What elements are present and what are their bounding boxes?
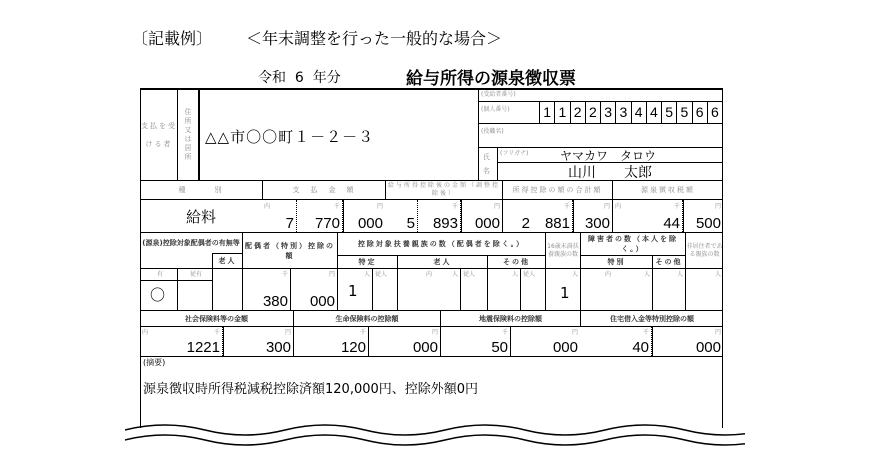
my-number-label: (個人番号) xyxy=(481,106,510,113)
other-count: 人 xyxy=(487,268,520,310)
torn-edge xyxy=(125,418,745,448)
social-insurance-header: 社会保険料等の金額 xyxy=(185,314,248,323)
my-number-digit: 5 xyxy=(677,101,692,123)
life-insurance-header: 生命保険料の控除額 xyxy=(293,311,440,326)
example-subtitle: ＜年末調整を行った一般的な場合＞ xyxy=(246,29,503,48)
deduct-thousands: 千 881 xyxy=(532,200,573,232)
social-thousands: 千 内 1221 xyxy=(140,326,223,356)
form-year: 令和 6 年分 xyxy=(258,70,341,86)
pay-thousands: 千 770 xyxy=(297,200,343,232)
dependents-header: 控除対象扶養親族の数（配偶者を除く。） xyxy=(337,233,545,255)
house-yen: 円 000 xyxy=(652,326,723,356)
my-number-digit: 4 xyxy=(647,101,662,123)
my-number-digit: 4 xyxy=(632,101,647,123)
my-number-field xyxy=(539,101,723,123)
specific-header: 特定 xyxy=(337,255,397,268)
form-title: 給与所得の源泉徴収票 xyxy=(406,69,576,89)
my-number-digit: 2 xyxy=(571,101,586,123)
my-number-digit: 6 xyxy=(693,101,708,123)
specific-jnin: 従人 xyxy=(372,268,397,310)
disabled-header: 障害者の数（本人を除く。） xyxy=(580,233,685,255)
my-number-digit: 1 xyxy=(540,101,555,123)
withholding-tax-header: 源泉徴収税額 xyxy=(612,181,723,199)
elder-header: 老人 xyxy=(397,255,487,268)
my-number-digit: 3 xyxy=(601,101,616,123)
tax-millions: 内 xyxy=(612,200,642,232)
specific-count: 人 1 xyxy=(337,268,372,310)
special-disabled-count: 内 人 xyxy=(580,268,652,310)
my-number-digit: 5 xyxy=(662,101,677,123)
spouse-jyes-cell: 従有 xyxy=(177,268,212,310)
recipient-label: 支払を受ける者 xyxy=(141,122,177,148)
my-number-digit: 3 xyxy=(616,101,631,123)
deduction-total-header: 所得控除の額の合計額 xyxy=(502,181,612,199)
nonresident-count: 人 xyxy=(685,268,723,310)
my-number-digit: 2 xyxy=(586,101,601,123)
spouse-deduction-yen: 円 000 xyxy=(290,268,337,310)
other-dependents-header: その他 xyxy=(487,255,545,268)
after-deduction-header: 給与所得控除後の金額（調整控除後） xyxy=(385,181,502,199)
furigana-value: ヤマカワ タロウ xyxy=(560,149,657,163)
social-yen: 円 300 xyxy=(223,326,293,356)
furigana-label: (フリガナ) xyxy=(500,150,529,157)
name-value: 山川 太郎 xyxy=(568,165,652,181)
example-label: 〔記載例〕 xyxy=(132,29,213,48)
after-millions: 5 xyxy=(385,200,418,232)
pay-yen: 円 000 xyxy=(343,200,385,232)
elder-count: 内 人 xyxy=(397,268,460,310)
other-jnin: 従人 xyxy=(520,268,545,310)
spouse-deduction-header: 配偶者（特別）控除の額 xyxy=(242,233,337,268)
name-label: 氏名 xyxy=(483,153,492,175)
under16-header: 16歳未満扶養親族の数 xyxy=(545,233,580,268)
other-disabled-header: その他 xyxy=(652,255,685,268)
spouse-yes-cell: 有 〇 xyxy=(140,268,177,310)
tax-yen: 円 500 xyxy=(683,200,723,232)
elder-jnin: 従人 xyxy=(460,268,487,310)
spouse-elder-header: 老人 xyxy=(212,253,242,268)
my-number-digit: 1 xyxy=(555,101,570,123)
address-value: △△市〇〇町１－２－３ xyxy=(205,128,375,146)
after-yen: 円 000 xyxy=(461,200,502,232)
pay-millions: 内 7 xyxy=(262,200,297,232)
spouse-deduction-thousands: 千 380 xyxy=(242,268,290,310)
life-thousands: 千 120 xyxy=(293,326,368,356)
tax-thousands: 千 44 xyxy=(642,200,683,232)
house-thousands: 千 40 xyxy=(580,326,652,356)
quake-thousands: 千 50 xyxy=(440,326,510,356)
my-number-digit: 6 xyxy=(708,101,723,123)
pay-header: 支 払 金 額 xyxy=(262,181,385,199)
deduct-yen: 円 300 xyxy=(573,200,612,232)
life-yen: 円 000 xyxy=(368,326,440,356)
address-label: 住所又は居所 xyxy=(184,108,192,162)
after-thousands: 千 893 xyxy=(418,200,461,232)
other-disabled-count: 人 xyxy=(652,268,685,310)
spouse-header: (源泉)控除対象配偶者の有無等 xyxy=(142,239,240,247)
position-label: (役職名) xyxy=(481,128,504,135)
quake-yen: 円 000 xyxy=(510,326,580,356)
remarks-label: (摘要) xyxy=(143,358,166,367)
earthquake-insurance-header: 地震保険料の控除額 xyxy=(440,311,580,326)
spouse-elder-cell xyxy=(212,268,242,310)
recipient-no-label: (受給者番号) xyxy=(481,91,516,98)
type-header: 種 別 xyxy=(178,186,224,194)
type-value: 給料 xyxy=(185,207,216,226)
spouse-yes-mark: 〇 xyxy=(150,286,166,304)
special-disabled-header: 特別 xyxy=(580,255,652,268)
under16-count: 人 1 xyxy=(545,268,580,310)
remarks-text: 源泉徴収時所得税減税控除済額120,000円、控除外額0円 xyxy=(143,382,479,397)
nonresident-header: 非居住者である親族の数 xyxy=(685,233,723,268)
housing-loan-header: 住宅借入金等特別控除の額 xyxy=(580,311,723,326)
deduct-millions: 2 xyxy=(502,200,532,232)
